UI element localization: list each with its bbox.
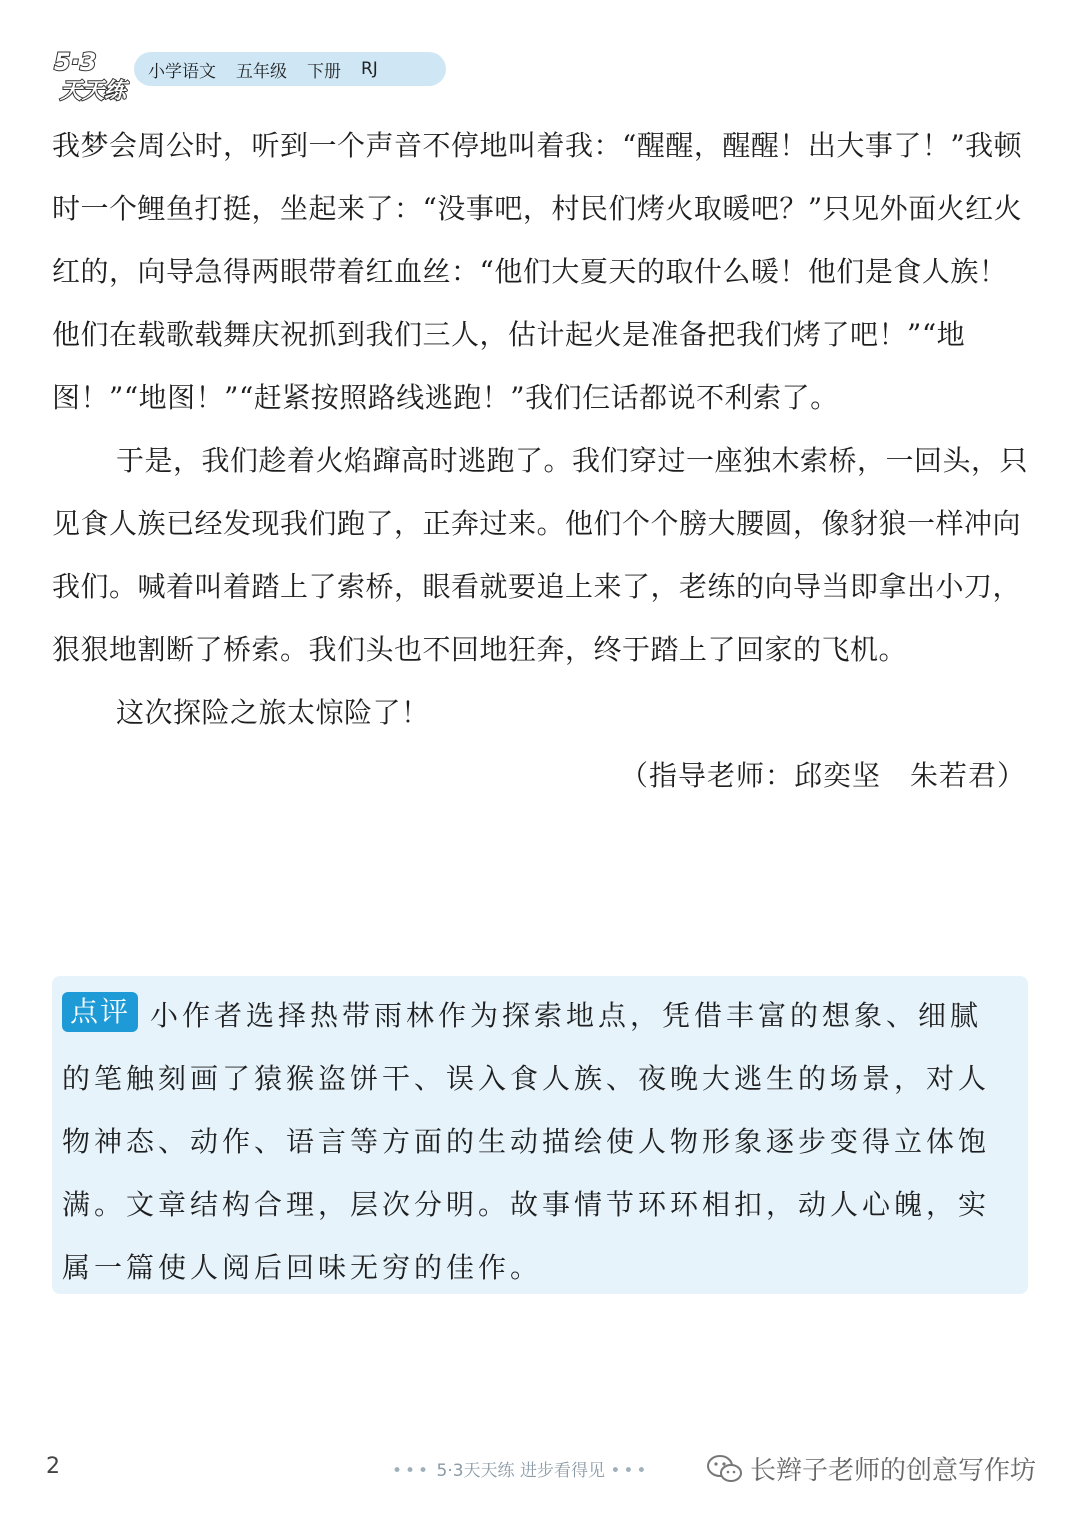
review-box	[52, 976, 1028, 1294]
page-header	[44, 38, 444, 106]
watermark	[706, 1450, 1036, 1487]
essay-paragraph-3: 这次探险之旅太惊险了！	[116, 696, 430, 729]
edition-label: RJ	[361, 59, 378, 79]
slogan-text: 5·3天天练 进步看得见	[436, 1461, 605, 1481]
watermark-text: 长辫子老师的创意写作坊	[750, 1456, 1037, 1486]
essay-body	[52, 114, 1028, 807]
subject-label: 小学语文	[148, 61, 216, 82]
essay-paragraph-1: 我梦会周公时，听到一个声音不停地叫着我：“醒醒，醒醒！出大事了！”我顿时一个鲤鱼打挺，坐起来了：“没事吧，村民们烤火取暖吧？”只见外面火红火红的，向导急得两眼带着红血丝：“他们大夏天的取什么暖！他们是食人族！他们在载歌载舞庆祝抓到我们三人，估计起火是准备把我们烤了吧！”“地图！”“地图！”“赶紧按照路线逃跑！”我们仨话都说不利索了。	[52, 129, 1023, 414]
page-number: 2	[46, 1454, 60, 1479]
grade-label: 五年级	[236, 61, 287, 82]
essay-paragraph-2: 于是，我们趁着火焰蹿高时逃跑了。我们穿过一座独木索桥，一回头，只见食人族已经发现我们跑了，正奔过来。他们个个膀大腰圆，像豺狼一样冲向我们。喊着叫着踏上了索桥，眼看就要追上来了，老练的向导当即拿出小刀，狠狠地割断了桥索。我们头也不回地狂奔，终于踏上了回家的飞机。	[52, 444, 1029, 666]
svg-text:5·3: 5·3	[54, 48, 97, 76]
subject-pill	[134, 52, 446, 86]
review-content	[62, 984, 1014, 1299]
slogan-dots-right: •••	[610, 1461, 650, 1481]
review-badge: 点评	[62, 992, 138, 1032]
footer-slogan	[392, 1456, 649, 1481]
page-footer	[0, 1446, 1080, 1496]
volume-label: 下册	[307, 61, 341, 82]
slogan-dots-left: •••	[392, 1461, 432, 1481]
review-text: 小作者选择热带雨林作为探索地点，凭借丰富的想象、细腻的笔触刻画了猿猴盗饼干、误入食人族、夜晚大逃生的场景，对人物神态、动作、语言等方面的生动描绘使人物形象逐步变得立体饱满。文章结构合理，层次分明。故事情节环环相扣，动人心魄，实属一篇使人阅后回味无穷的佳作。	[62, 999, 991, 1284]
book-logo-icon	[50, 44, 130, 104]
wechat-icon	[706, 1453, 744, 1485]
svg-text:天天练: 天天练	[60, 79, 127, 104]
teacher-credit: （指导老师：邱奕坚 朱若君）	[619, 759, 1026, 792]
